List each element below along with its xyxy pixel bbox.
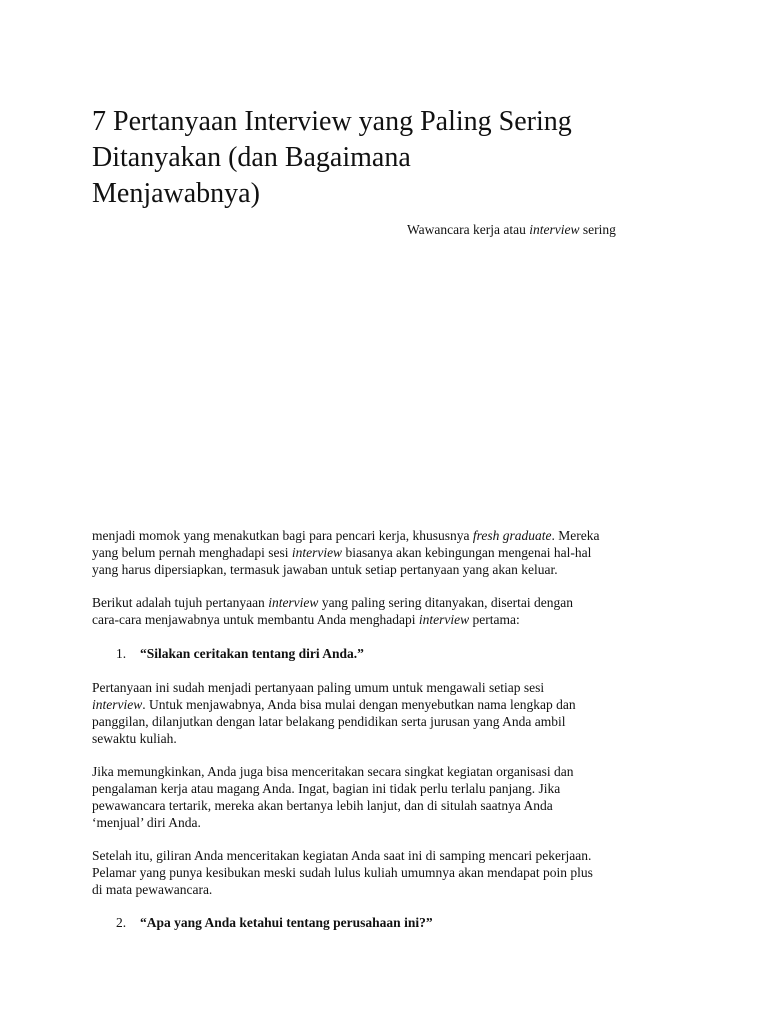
list-number: 2. bbox=[116, 915, 127, 930]
text-run: sering bbox=[579, 222, 616, 237]
text-line: Pertanyaan ini sudah menjadi pertanyaan paling umum untuk mengawali setiap sesi bbox=[92, 680, 545, 695]
text-line: ‘menjual’ diri Anda. bbox=[92, 815, 201, 830]
text-line: sewaktu kuliah. bbox=[92, 731, 177, 746]
text-run: biasanya akan kebingungan mengenai hal-hal bbox=[342, 545, 592, 560]
text-run: Wawancara kerja atau bbox=[407, 222, 530, 237]
text-line: pewawancara tertarik, mereka akan bertanya lebih lanjut, dan di situlah saatnya Anda bbox=[92, 798, 553, 813]
list-number: 1. bbox=[116, 646, 127, 661]
paragraph-answer-1a bbox=[92, 679, 702, 747]
intro-lead-text bbox=[407, 221, 616, 238]
text-line bbox=[92, 611, 702, 628]
text-line bbox=[92, 594, 702, 611]
text-run: . Untuk menjawabnya, Anda bisa mulai dengan menyebutkan nama lengkap dan bbox=[142, 697, 576, 712]
italic-term: interview bbox=[418, 612, 470, 627]
text-run: cara-cara menjawabnya untuk membantu Anda menghadapi bbox=[92, 612, 419, 627]
title-line: 7 Pertanyaan Interview yang Paling Sering bbox=[92, 106, 572, 137]
text-run: . Mereka bbox=[551, 528, 600, 543]
italic-term: interview bbox=[529, 222, 580, 237]
paragraph-intro-continued bbox=[92, 527, 702, 578]
italic-term: interview bbox=[92, 697, 143, 712]
question-text: “Apa yang Anda ketahui tentang perusahaan ini?” bbox=[140, 915, 433, 930]
text-line: panggilan, dilanjutkan dengan latar belakang pendidikan serta jurusan yang Anda ambil bbox=[92, 714, 566, 729]
text-run: yang belum pernah menghadapi sesi bbox=[92, 545, 292, 560]
text-line: pengalaman kerja atau magang Anda. Ingat, bagian ini tidak perlu terlalu panjang. Jika bbox=[92, 781, 561, 796]
text-run: yang paling sering ditanyakan, disertai dengan bbox=[318, 595, 573, 610]
list-item-question-1 bbox=[116, 645, 364, 662]
italic-term: interview bbox=[291, 545, 343, 560]
paragraph-answer-1b bbox=[92, 763, 702, 831]
list-item-question-2 bbox=[116, 914, 433, 931]
text-run: Berikut adalah tujuh pertanyaan bbox=[92, 595, 269, 610]
text-run: menjadi momok yang menakutkan bagi para pencari kerja, khususnya bbox=[92, 528, 473, 543]
paragraph-overview bbox=[92, 594, 702, 628]
text-line: Setelah itu, giliran Anda menceritakan kegiatan Anda saat ini di samping mencari pekerjaan. bbox=[92, 848, 592, 863]
document-title bbox=[92, 104, 712, 212]
text-run: pertama: bbox=[469, 612, 520, 627]
text-line: Pelamar yang punya kesibukan meski sudah lulus kuliah umumnya akan mendapat poin plus bbox=[92, 865, 593, 880]
paragraph-answer-1c bbox=[92, 847, 702, 898]
text-line bbox=[92, 696, 702, 713]
italic-term: interview bbox=[268, 595, 319, 610]
text-line: Jika memungkinkan, Anda juga bisa menceritakan secara singkat kegiatan organisasi dan bbox=[92, 764, 574, 779]
text-line: di mata pewawancara. bbox=[92, 882, 213, 897]
title-line: Menjawabnya) bbox=[92, 178, 260, 209]
title-line: Ditanyakan (dan Bagaimana bbox=[92, 142, 411, 173]
text-line: yang harus dipersiapkan, termasuk jawaban untuk setiap pertanyaan yang akan keluar. bbox=[92, 562, 558, 577]
italic-term: fresh graduate bbox=[472, 528, 552, 543]
text-line bbox=[92, 527, 702, 544]
question-text: “Silakan ceritakan tentang diri Anda.” bbox=[140, 646, 364, 661]
text-line bbox=[92, 544, 702, 561]
